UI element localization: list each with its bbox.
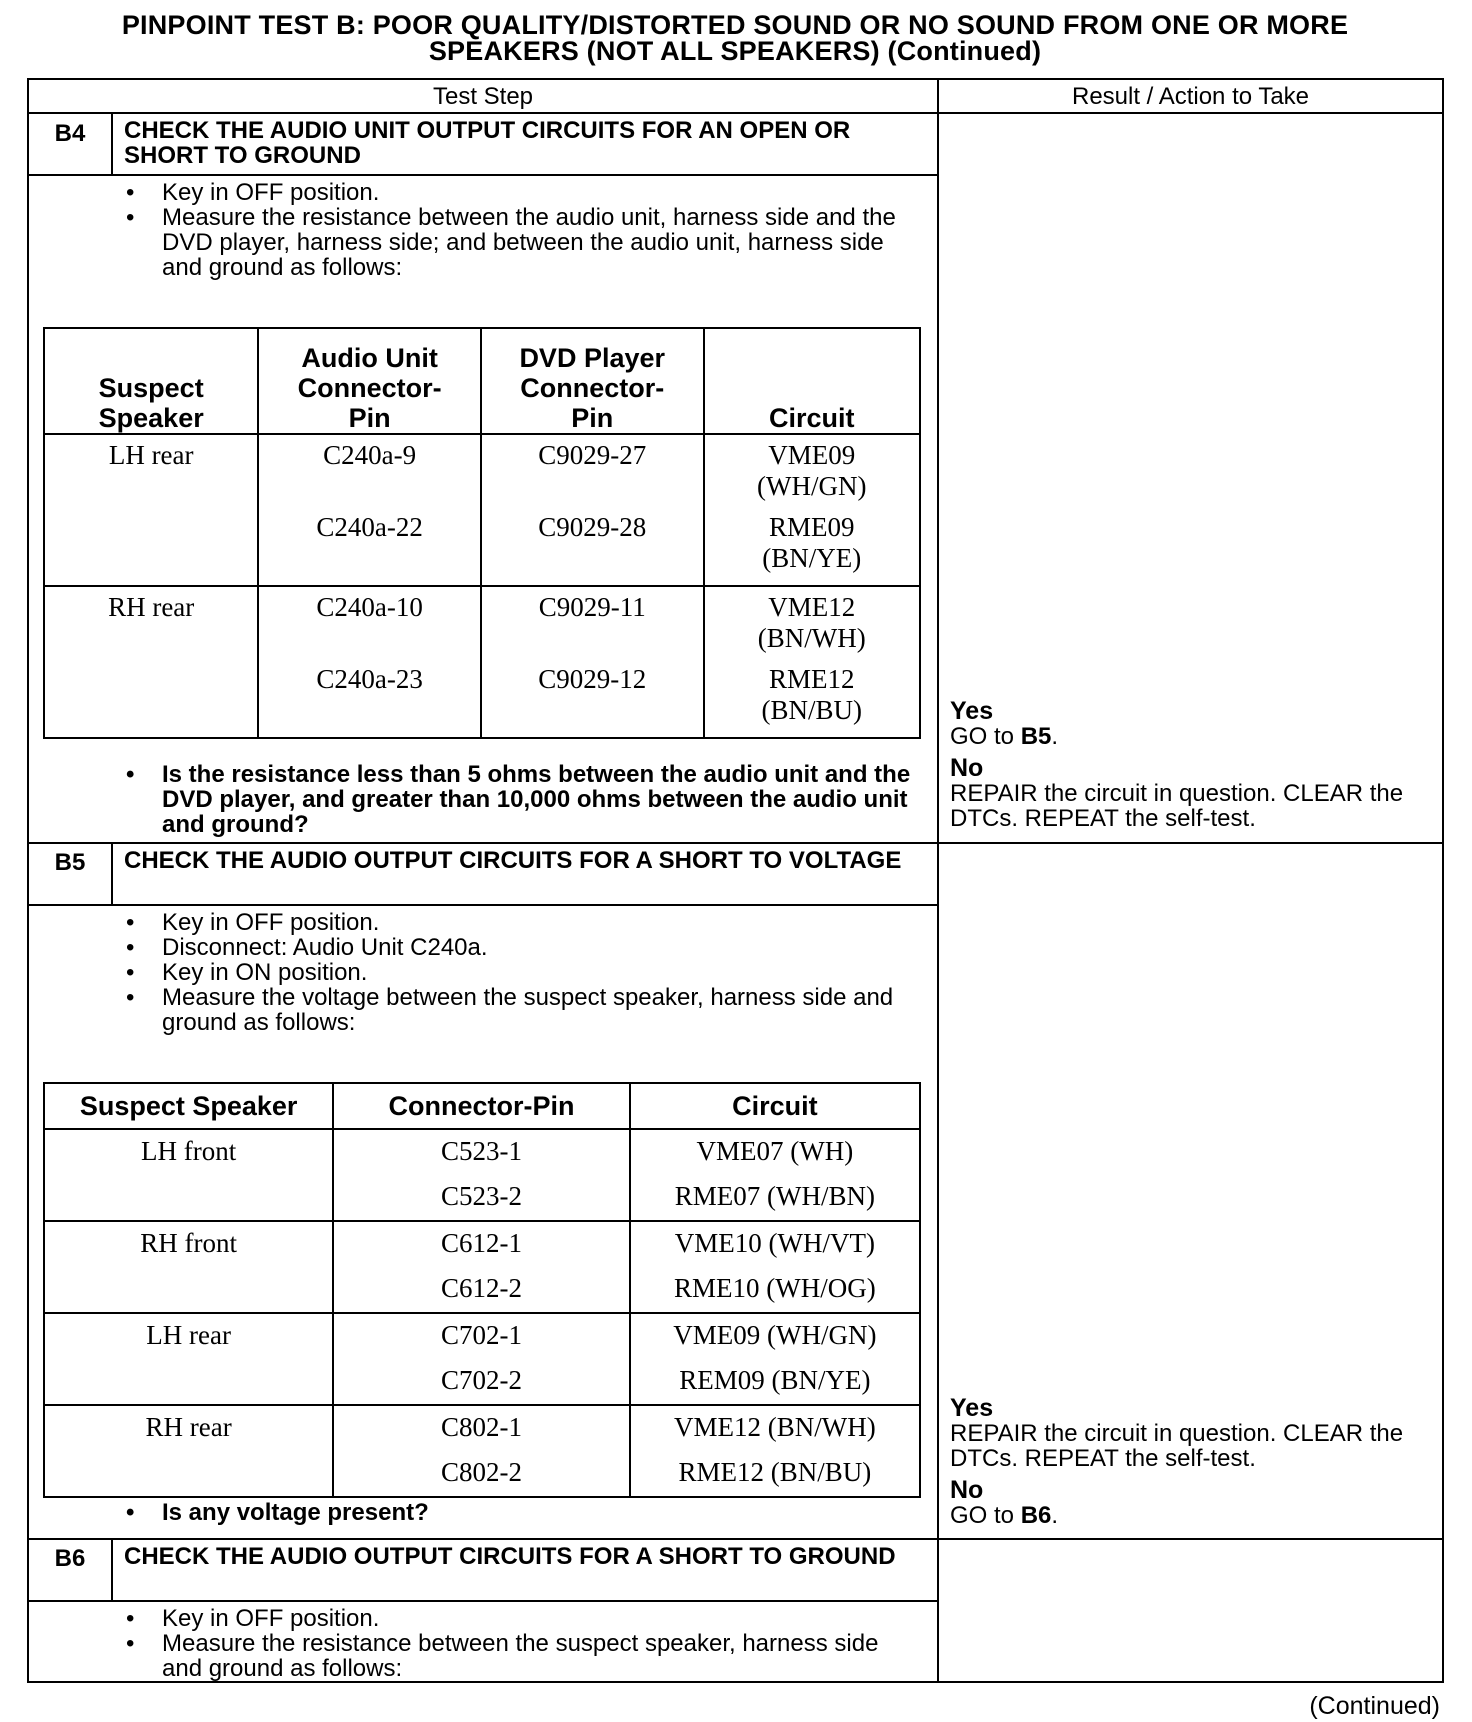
circuit-cell: RME10 (WH/OG): [673, 1273, 876, 1303]
table-row: [44, 1405, 920, 1497]
yes-label: Yes: [950, 697, 994, 725]
table-row: [44, 1221, 920, 1313]
pin-cell: C240a-10: [316, 592, 423, 622]
speaker-cell: LH rear: [146, 1320, 231, 1350]
step-b5-result: [950, 1395, 1444, 1528]
step-b4-end-rule: [27, 842, 1444, 844]
list-item: • Measure the voltage between the suspect speaker, harness side and ground as follows:: [120, 985, 920, 1035]
column-header: Circuit: [630, 1083, 920, 1129]
step-b4-number-divider: [111, 114, 113, 176]
speaker-cell: LH front: [141, 1136, 237, 1166]
no-label: No: [950, 754, 984, 782]
pin-cell: C802-2: [440, 1457, 522, 1487]
pin-cell: C240a-22: [316, 512, 423, 542]
b5-voltage-table: [43, 1082, 921, 1498]
pin-cell: C9029-27: [538, 440, 647, 470]
circuit-cell: RME07 (WH/BN): [674, 1181, 875, 1211]
step-b5-instructions: [120, 910, 920, 1035]
table-row: [44, 1313, 920, 1405]
circuit-cell: VME12 (BN/WH): [757, 592, 866, 653]
speaker-cell: RH rear: [145, 1412, 232, 1442]
circuit-cell: VME09 (WH/GN): [673, 1320, 877, 1350]
step-b6-number: B6: [54, 1545, 86, 1572]
list-item: • Key in OFF position.: [120, 1606, 920, 1631]
column-header: DVD Player Connector-Pin: [481, 328, 704, 434]
step-b6-number-divider: [111, 1540, 113, 1602]
step-b4-instructions: [120, 180, 920, 280]
yes-action: GO to B5.: [950, 723, 1059, 750]
list-item: • Is any voltage present?: [120, 1500, 920, 1525]
pin-cell: C240a-9: [323, 440, 417, 470]
result-header: Result / Action to Take: [1071, 83, 1310, 110]
step-b5-question: [120, 1500, 920, 1525]
column-header: Connector-Pin: [333, 1083, 629, 1129]
step-b6-title: CHECK THE AUDIO OUTPUT CIRCUITS FOR A SHORT TO GROUND: [124, 1543, 896, 1570]
list-item: • Is the resistance less than 5 ohms between the audio unit and the DVD player, and greater than 10,000 ohms between the audio unit and ground?: [120, 762, 920, 837]
list-item: • Key in ON position.: [120, 960, 920, 985]
table-row: [44, 586, 920, 738]
speaker-cell: RH rear: [108, 592, 195, 622]
list-item: • Measure the resistance between the suspect speaker, harness side and ground as follows:: [120, 1631, 920, 1681]
step-b4-title: CHECK THE AUDIO UNIT OUTPUT CIRCUITS FOR AN OPEN OR SHORT TO GROUND: [124, 117, 851, 169]
circuit-cell: VME12 (BN/WH): [673, 1412, 876, 1442]
step-b4-number: B4: [54, 120, 86, 147]
no-label: No: [950, 1476, 984, 1504]
pin-cell: C612-1: [440, 1228, 522, 1258]
step-b6-title-rule: [27, 1600, 938, 1602]
step-b4-title-rule: [27, 174, 938, 176]
title-line-1: PINPOINT TEST B: POOR QUALITY/DISTORTED SOUND OR NO SOUND FROM ONE OR MORE: [121, 10, 1349, 40]
step-b5-title: CHECK THE AUDIO OUTPUT CIRCUITS FOR A SHORT TO VOLTAGE: [124, 847, 902, 874]
pin-cell: C9029-11: [538, 592, 646, 622]
goto-link-b5[interactable]: B5: [1020, 723, 1052, 750]
step-b5-number: B5: [54, 849, 86, 876]
step-b5-number-divider: [111, 844, 113, 906]
circuit-cell: RME09 (BN/YE): [762, 512, 862, 573]
speaker-cell: LH rear: [108, 440, 194, 470]
step-b4-question: [120, 762, 920, 837]
column-header: Suspect Speaker: [44, 1083, 333, 1129]
pin-cell: C523-2: [440, 1181, 522, 1211]
circuit-cell: VME07 (WH): [696, 1136, 854, 1166]
pin-cell: C702-1: [440, 1320, 522, 1350]
speaker-cell: RH front: [140, 1228, 238, 1258]
circuit-cell: REM09 (BN/YE): [679, 1365, 871, 1395]
step-b4-result: [950, 698, 1444, 831]
column-header: Circuit: [704, 328, 920, 434]
circuit-cell: VME10 (WH/VT): [674, 1228, 875, 1258]
pin-cell: C9029-28: [538, 512, 647, 542]
list-item: • Disconnect: Audio Unit C240a.: [120, 935, 920, 960]
pin-cell: C523-1: [440, 1136, 522, 1166]
column-header: Suspect Speaker: [44, 328, 258, 434]
circuit-cell: RME12 (BN/BU): [761, 664, 863, 725]
continued-note: (Continued): [1309, 1692, 1440, 1720]
test-step-header: Test Step: [432, 83, 534, 110]
pin-cell: C612-2: [440, 1273, 522, 1303]
list-item: • Key in OFF position.: [120, 180, 920, 205]
b4-resistance-table: [43, 327, 921, 739]
title-line-2: SPEAKERS (NOT ALL SPEAKERS) (Continued): [428, 36, 1042, 66]
table-row: [44, 1129, 920, 1221]
header-rule: [27, 112, 1444, 114]
pin-cell: C702-2: [440, 1365, 522, 1395]
step-b5-title-rule: [27, 904, 938, 906]
pin-cell: C240a-23: [316, 664, 423, 694]
table-row: [44, 434, 920, 586]
circuit-cell: VME09 (WH/GN): [757, 440, 867, 501]
column-divider: [937, 78, 939, 1683]
pin-cell: C802-1: [440, 1412, 522, 1442]
yes-action: REPAIR the circuit in question. CLEAR the DTCs. REPEAT the self-test.: [950, 1420, 1404, 1472]
circuit-cell: RME12 (BN/BU): [678, 1457, 872, 1487]
no-action: REPAIR the circuit in question. CLEAR the DTCs. REPEAT the self-test.: [950, 780, 1404, 832]
list-item: • Measure the resistance between the audio unit, harness side and the DVD player, harness side; and between the audio unit, harness side and ground as follows:: [120, 205, 920, 280]
list-item: • Key in OFF position.: [120, 910, 920, 935]
yes-label: Yes: [950, 1394, 994, 1422]
pin-cell: C9029-12: [538, 664, 647, 694]
goto-link-b6[interactable]: B6: [1020, 1502, 1052, 1529]
step-b6-instructions: [120, 1606, 920, 1681]
step-b5-end-rule: [27, 1538, 1444, 1540]
page-title: [28, 12, 1442, 64]
column-header: Audio Unit Connector-Pin: [258, 328, 481, 434]
no-action: GO to B6.: [950, 1502, 1059, 1529]
